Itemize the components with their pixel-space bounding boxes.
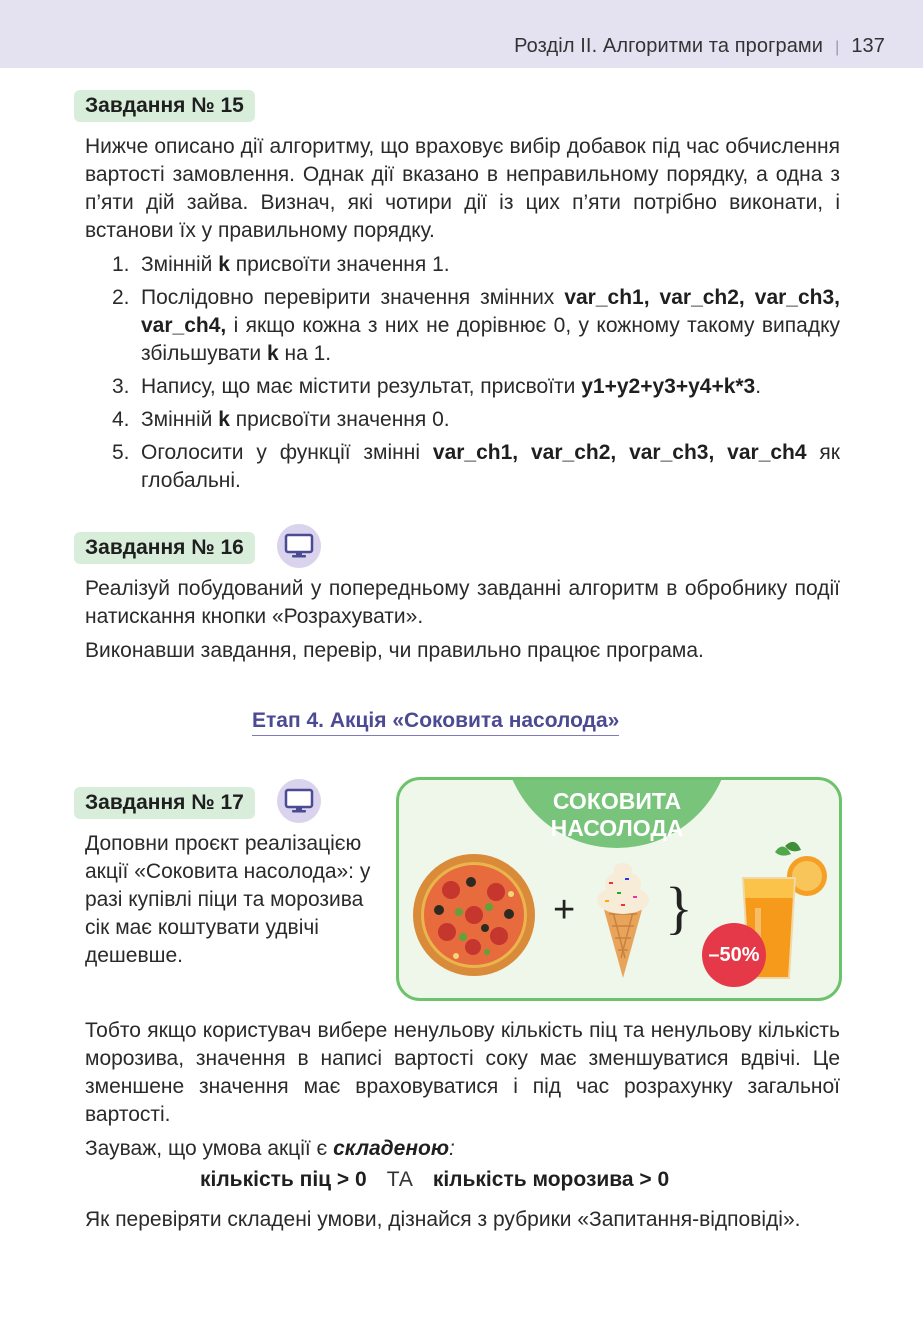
item-text: на 1.: [278, 342, 332, 365]
task-16-paragraph-1: Реалізуй побудований у попередньому завданні алгоритм в обробнику події натискання кнопки «Розрахувати».: [85, 577, 840, 628]
list-number: 1.: [112, 253, 130, 276]
list-item: [85, 373, 840, 401]
item-text: Оголосити у функції змінні: [141, 441, 433, 464]
header-text: [514, 35, 885, 58]
list-number: 3.: [112, 375, 130, 398]
item-bold: var_ch1, var_ch2, var_ch3, var_ch4,: [141, 286, 840, 337]
list-number: 5.: [112, 441, 130, 464]
item-text: присвоїти значення 0.: [229, 408, 450, 431]
item-text: Послідовно перевірити значення змінних: [141, 286, 565, 309]
promo-title-line-1: СОКОВИТА: [552, 788, 682, 814]
item-text: Напису, що має містити результат, присвоїти: [141, 375, 582, 398]
page-number: 137: [851, 35, 885, 57]
body-paragraph-3: Як перевіряти складені умови, дізнайся з рубрики «Запитання-відповіді».: [85, 1208, 801, 1231]
item-text: .: [755, 375, 762, 398]
condition-and: ТА: [386, 1168, 413, 1191]
list-number: 2.: [112, 286, 130, 309]
item-text: Змінній: [141, 253, 219, 276]
section-title: Розділ ІІ. Алгоритми та програми: [514, 35, 824, 57]
emphasis-text: складеною: [333, 1137, 450, 1160]
item-text: і якщо кожна з них не дорівнює 0, у кожному такому випадку збільшувати: [141, 314, 840, 365]
item-bold: k: [218, 253, 230, 276]
item-bold: var_ch1, var_ch2, var_ch3, var_ch4: [432, 441, 807, 464]
body-paragraph-2: [85, 1135, 840, 1163]
item-text: як глобальні.: [141, 441, 840, 492]
page-header: [0, 0, 923, 68]
list-item: [85, 439, 840, 495]
task-15-list: [85, 251, 840, 500]
compound-condition: [200, 1168, 669, 1192]
task-16-paragraph-2: Виконавши завдання, перевір, чи правильно працює програма.: [85, 639, 704, 662]
promo-title: [503, 788, 731, 842]
promo-banner: [396, 777, 842, 1001]
item-bold: k: [218, 408, 230, 431]
condition-left: кількість піц > 0: [200, 1168, 367, 1191]
text: Зауваж, що умова акції є: [85, 1137, 334, 1160]
item-bold: k: [266, 342, 279, 365]
item-text: присвоїти значення 1.: [229, 253, 450, 276]
computer-icon: [277, 524, 321, 568]
task-15-intro: Нижче описано дії алгоритму, що враховує вибір добавок під час обчислення вартості замовлення. Однак дії вказано в неправильному порядку, а одна з п’яти дій зайва. Визнач, які чотири дії із цих п’яти потрібно виконати, і встанови їх у правильному порядку.: [85, 135, 840, 242]
ice-cream-icon: [595, 862, 651, 980]
header-separator: |: [835, 39, 840, 56]
item-bold: y1+y2+y3+y4+k*3: [581, 375, 756, 398]
task-15-label: Завдання № 15: [74, 90, 255, 122]
task-17-text: Доповни проєкт реалізацією акції «Соковита насолода»: у разі купівлі піци та морозива сік має коштувати удвічі дешевше.: [85, 832, 371, 967]
list-item: [85, 251, 840, 279]
promo-title-line-2: НАСОЛОДА: [550, 815, 684, 841]
task-17-label: Завдання № 17: [74, 787, 255, 819]
plus-sign: +: [553, 889, 576, 931]
item-text: Змінній: [141, 408, 219, 431]
list-number: 4.: [112, 408, 130, 431]
list-item: [85, 284, 840, 368]
discount-badge: –50%: [702, 923, 766, 987]
task-16-label: Завдання № 16: [74, 532, 255, 564]
text: :: [449, 1137, 455, 1160]
list-item: [85, 406, 840, 434]
pizza-icon: [411, 852, 537, 978]
stage-heading: Етап 4. Акція «Соковита насолода»: [252, 709, 619, 736]
computer-icon: [277, 779, 321, 823]
condition-right: кількість морозива > 0: [432, 1168, 670, 1191]
brace-sign: }: [665, 875, 693, 940]
body-paragraph-1: Тобто якщо користувач вибере ненульову кількість піц та ненульову кількість морозива, значення в написі вартості соку має зменшуватися вдвічі. Це зменшене значення має враховуватися і під час розрахунку загальної вартості.: [85, 1019, 840, 1126]
